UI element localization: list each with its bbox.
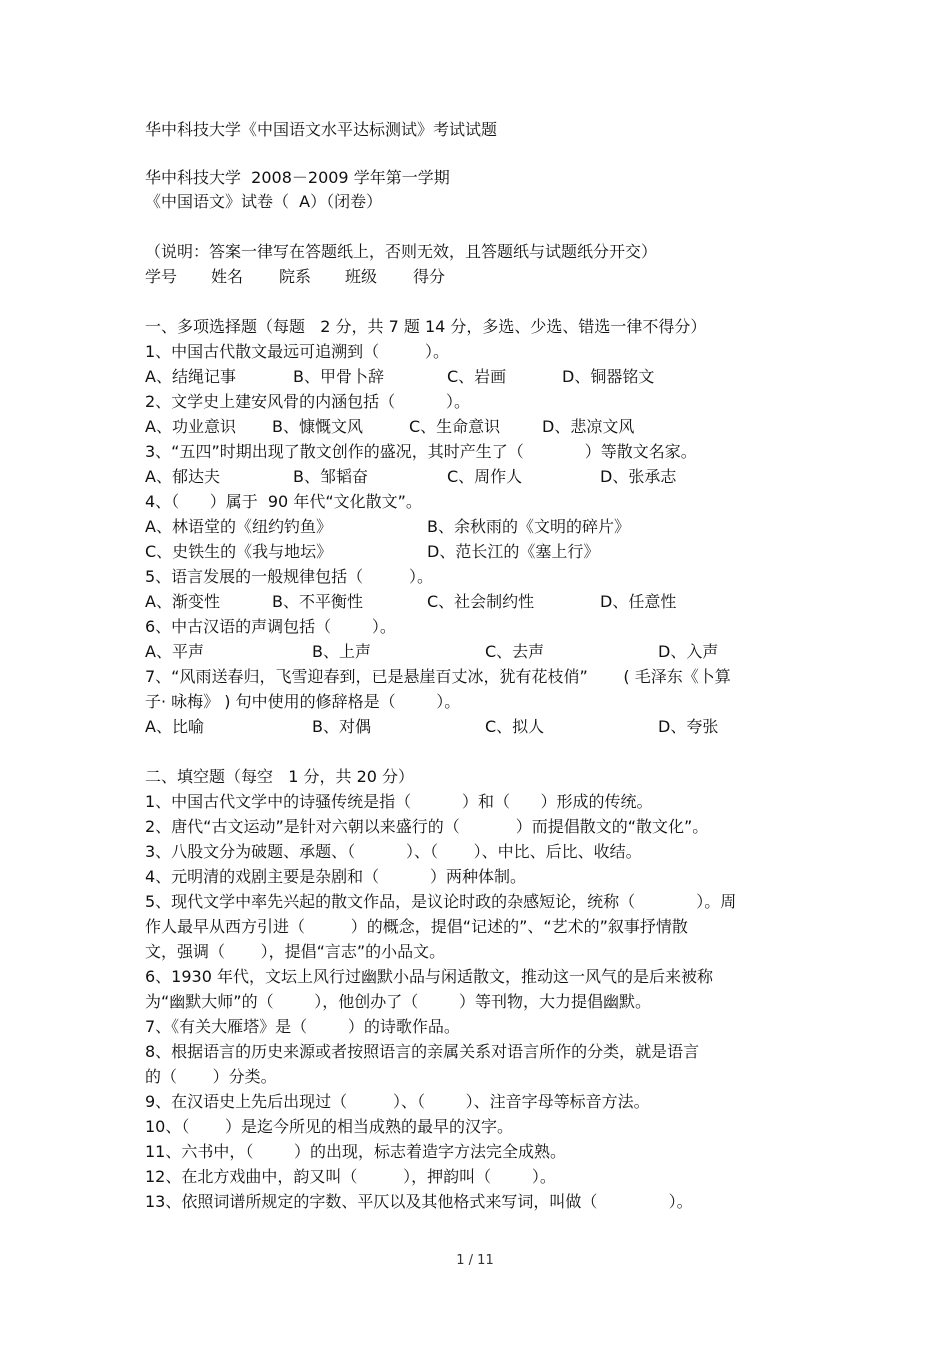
- option-a: A、功业意识: [145, 417, 236, 436]
- instructions: （说明：答案一律写在答题纸上，否则无效，且答题纸与试题纸分开交）: [145, 242, 658, 261]
- fill-line: 作人最早从西方引进（ ）的概念，提倡“记述的”、“艺术的”叙事抒情散: [145, 917, 688, 936]
- option-c: C、拟人: [485, 717, 545, 736]
- fill-line: 1、中国古代文学中的诗骚传统是指（ ）和（ ）形成的传统。: [145, 792, 653, 811]
- question-stem: 2、文学史上建安风骨的内涵包括（ ）。: [145, 392, 471, 411]
- fill-line: 文，强调（ ），提倡“言志”的小品文。: [145, 942, 446, 961]
- fill-line: 6、1930 年代，文坛上风行过幽默小品与闲适散文，推动这一风气的是后来被称: [145, 967, 713, 986]
- fill-line: 11、六书中，（ ）的出现，标志着造字方法完全成熟。: [145, 1142, 567, 1161]
- option-d: D、悲凉文风: [542, 417, 635, 436]
- field-department: 院系: [279, 267, 312, 286]
- section2-title: 二、填空题（每空 1 分，共 20 分）: [145, 767, 415, 786]
- question-stem: 6、中古汉语的声调包括（ ）。: [145, 617, 396, 636]
- info-fields: [145, 267, 446, 287]
- question-stem: 3、“五四”时期出现了散文创作的盛况，其时产生了（ ）等散文名家。: [145, 442, 697, 461]
- question-options: [145, 642, 719, 662]
- question-stem: 1、中国古代散文最远可追溯到（ ）。: [145, 342, 449, 361]
- fill-line: 的（ ）分类。: [145, 1067, 277, 1086]
- option-c: C、岩画: [447, 367, 507, 386]
- question-options: [145, 417, 635, 437]
- question-stem: 5、语言发展的一般规律包括（ ）。: [145, 567, 433, 586]
- option-a: A、结绳记事: [145, 367, 236, 386]
- option-c: C、去声: [485, 642, 545, 661]
- option-c: C、史铁生的《我与地坛》: [145, 542, 333, 561]
- document-title: 华中科技大学《中国语文水平达标测试》考试试题: [145, 120, 498, 139]
- fill-line: 为“幽默大师”的（ ），他创办了（ ）等刊物，大力提倡幽默。: [145, 992, 651, 1011]
- option-c: C、生命意识: [409, 417, 501, 436]
- option-b: B、甲骨卜辞: [293, 367, 384, 386]
- fill-line: 8、根据语言的历史来源或者按照语言的亲属关系对语言所作的分类，就是语言: [145, 1042, 700, 1061]
- fill-line: 5、现代文学中率先兴起的散文作品，是议论时政的杂感短论，统称（ ）。周: [145, 892, 737, 911]
- fill-line: 10、（ ）是迄今所见的相当成熟的最早的汉字。: [145, 1117, 513, 1136]
- field-name: 姓名: [211, 267, 244, 286]
- question-options: [145, 517, 630, 537]
- option-b: B、不平衡性: [272, 592, 363, 611]
- option-d: D、任意性: [600, 592, 677, 611]
- option-d: D、范长江的《塞上行》: [427, 542, 600, 561]
- field-score: 得分: [413, 267, 446, 286]
- option-c: C、周作人: [447, 467, 523, 486]
- question-options: [145, 367, 655, 387]
- fill-line: 12、在北方戏曲中，韵又叫（ ），押韵叫（ ）。: [145, 1167, 556, 1186]
- option-a: A、平声: [145, 642, 204, 661]
- option-a: A、林语堂的《纽约钓鱼》: [145, 517, 332, 536]
- section1-title: 一、多项选择题（每题 2 分，共 7 题 14 分，多选、少选、错选一律不得分）: [145, 317, 707, 336]
- question-stem-cont: 子· 咏梅》 ) 句中使用的修辞格是（ ）。: [145, 692, 461, 711]
- question-stem: 4、（ ）属于 90 年代“文化散文”。: [145, 492, 422, 511]
- option-d: D、夸张: [658, 717, 719, 736]
- option-c: C、社会制约性: [427, 592, 535, 611]
- page-number: 1 / 11: [456, 1253, 494, 1268]
- fill-line: 4、元明清的戏剧主要是杂剧和（ ）两种体制。: [145, 867, 527, 886]
- fill-line: 3、八股文分为破题、承题、（ ）、（ ）、中比、后比、收结。: [145, 842, 642, 861]
- question-options: [145, 717, 719, 737]
- exam-header-line2: 《中国语文》试卷（ A）（闭卷）: [145, 192, 383, 211]
- question-options: [145, 542, 600, 562]
- option-a: A、比喻: [145, 717, 204, 736]
- field-class: 班级: [345, 267, 378, 286]
- fill-line: 7、《有关大雁塔》是（ ）的诗歌作品。: [145, 1017, 460, 1036]
- exam-header-line1: 华中科技大学 2008－2009 学年第一学期: [145, 168, 450, 187]
- option-a: A、郁达夫: [145, 467, 220, 486]
- field-student-id: 学号: [145, 267, 178, 286]
- option-b: B、对偶: [312, 717, 371, 736]
- question-options: [145, 467, 677, 487]
- option-d: D、铜器铭文: [562, 367, 655, 386]
- fill-line: 13、依照词谱所规定的字数、平仄以及其他格式来写词，叫做（ ）。: [145, 1192, 693, 1211]
- option-b: B、余秋雨的《文明的碎片》: [427, 517, 630, 536]
- option-d: D、入声: [658, 642, 719, 661]
- fill-line: 9、在汉语史上先后出现过（ ）、（ ）、注音字母等标音方法。: [145, 1092, 650, 1111]
- fill-line: 2、唐代“古文运动”是针对六朝以来盛行的（ ）而提倡散文的“散文化”。: [145, 817, 709, 836]
- option-b: B、邹韬奋: [293, 467, 368, 486]
- option-b: B、上声: [312, 642, 371, 661]
- question-stem: 7、“风雨送春归，飞雪迎春到，已是悬崖百丈冰，犹有花枝俏” ( 毛泽东《卜算: [145, 667, 731, 686]
- option-d: D、张承志: [600, 467, 677, 486]
- option-a: A、渐变性: [145, 592, 220, 611]
- option-b: B、慷慨文风: [272, 417, 363, 436]
- question-options: [145, 592, 677, 612]
